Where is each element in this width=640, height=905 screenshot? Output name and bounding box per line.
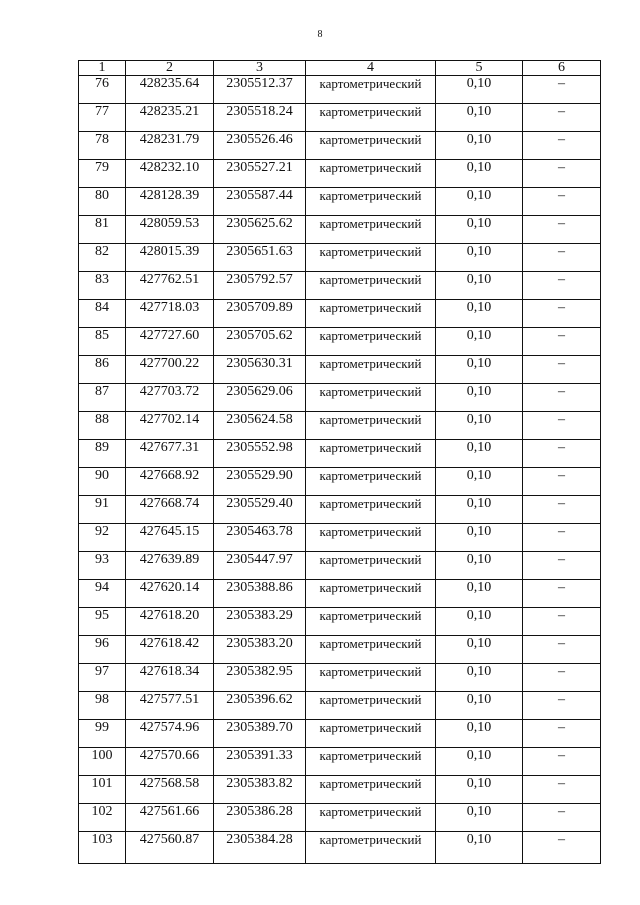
table-row [79, 412, 601, 440]
description-cell: – [523, 552, 601, 580]
point-number-cell: 78 [79, 132, 126, 160]
method-cell: картометрический [306, 748, 436, 776]
point-number-cell: 83 [79, 272, 126, 300]
x-coordinate-cell: 427702.14 [126, 412, 214, 440]
accuracy-cell: 0,10 [436, 580, 523, 608]
table-row [79, 328, 601, 356]
y-coordinate-cell: 2305625.62 [214, 216, 306, 244]
x-coordinate-cell: 427560.87 [126, 832, 214, 864]
x-coordinate-cell: 427668.74 [126, 496, 214, 524]
x-coordinate-cell: 427618.20 [126, 608, 214, 636]
table-row [79, 692, 601, 720]
y-coordinate-cell: 2305382.95 [214, 664, 306, 692]
accuracy-cell: 0,10 [436, 412, 523, 440]
point-number-cell: 94 [79, 580, 126, 608]
point-number-cell: 98 [79, 692, 126, 720]
y-coordinate-cell: 2305384.28 [214, 832, 306, 864]
x-coordinate-cell: 428015.39 [126, 244, 214, 272]
y-coordinate-cell: 2305396.62 [214, 692, 306, 720]
accuracy-cell: 0,10 [436, 496, 523, 524]
y-coordinate-cell: 2305391.33 [214, 748, 306, 776]
description-cell: – [523, 580, 601, 608]
description-cell: – [523, 328, 601, 356]
x-coordinate-cell: 427645.15 [126, 524, 214, 552]
table-header [79, 61, 601, 76]
header-cell-6: 6 [523, 61, 601, 76]
description-cell: – [523, 132, 601, 160]
point-number-cell: 100 [79, 748, 126, 776]
point-number-cell: 90 [79, 468, 126, 496]
table-row [79, 300, 601, 328]
x-coordinate-cell: 428231.79 [126, 132, 214, 160]
accuracy-cell: 0,10 [436, 76, 523, 104]
x-coordinate-cell: 428059.53 [126, 216, 214, 244]
table-row [79, 832, 601, 864]
y-coordinate-cell: 2305629.06 [214, 384, 306, 412]
description-cell: – [523, 496, 601, 524]
y-coordinate-cell: 2305518.24 [214, 104, 306, 132]
description-cell: – [523, 160, 601, 188]
description-cell: – [523, 636, 601, 664]
table-row [79, 356, 601, 384]
header-cell-1: 1 [79, 61, 126, 76]
method-cell: картометрический [306, 160, 436, 188]
accuracy-cell: 0,10 [436, 552, 523, 580]
x-coordinate-cell: 427703.72 [126, 384, 214, 412]
accuracy-cell: 0,10 [436, 832, 523, 864]
header-row [79, 61, 601, 76]
description-cell: – [523, 76, 601, 104]
y-coordinate-cell: 2305463.78 [214, 524, 306, 552]
table-row [79, 664, 601, 692]
table-body [79, 76, 601, 864]
header-cell-5: 5 [436, 61, 523, 76]
point-number-cell: 103 [79, 832, 126, 864]
y-coordinate-cell: 2305447.97 [214, 552, 306, 580]
accuracy-cell: 0,10 [436, 748, 523, 776]
accuracy-cell: 0,10 [436, 524, 523, 552]
x-coordinate-cell: 428235.64 [126, 76, 214, 104]
method-cell: картометрический [306, 244, 436, 272]
point-number-cell: 84 [79, 300, 126, 328]
point-number-cell: 76 [79, 76, 126, 104]
table-row [79, 188, 601, 216]
x-coordinate-cell: 428232.10 [126, 160, 214, 188]
point-number-cell: 92 [79, 524, 126, 552]
table-row [79, 776, 601, 804]
x-coordinate-cell: 427618.42 [126, 636, 214, 664]
point-number-cell: 79 [79, 160, 126, 188]
accuracy-cell: 0,10 [436, 804, 523, 832]
description-cell: – [523, 244, 601, 272]
x-coordinate-cell: 427561.66 [126, 804, 214, 832]
accuracy-cell: 0,10 [436, 272, 523, 300]
point-number-cell: 88 [79, 412, 126, 440]
description-cell: – [523, 412, 601, 440]
method-cell: картометрический [306, 300, 436, 328]
accuracy-cell: 0,10 [436, 692, 523, 720]
description-cell: – [523, 272, 601, 300]
accuracy-cell: 0,10 [436, 468, 523, 496]
method-cell: картометрический [306, 76, 436, 104]
x-coordinate-cell: 427568.58 [126, 776, 214, 804]
table-row [79, 580, 601, 608]
table-row [79, 720, 601, 748]
y-coordinate-cell: 2305552.98 [214, 440, 306, 468]
x-coordinate-cell: 428235.21 [126, 104, 214, 132]
point-number-cell: 89 [79, 440, 126, 468]
point-number-cell: 99 [79, 720, 126, 748]
header-cell-3: 3 [214, 61, 306, 76]
table-row [79, 748, 601, 776]
method-cell: картометрический [306, 356, 436, 384]
table-row [79, 384, 601, 412]
accuracy-cell: 0,10 [436, 160, 523, 188]
description-cell: – [523, 356, 601, 384]
description-cell: – [523, 664, 601, 692]
method-cell: картометрический [306, 412, 436, 440]
description-cell: – [523, 104, 601, 132]
description-cell: – [523, 216, 601, 244]
accuracy-cell: 0,10 [436, 216, 523, 244]
point-number-cell: 101 [79, 776, 126, 804]
y-coordinate-cell: 2305705.62 [214, 328, 306, 356]
y-coordinate-cell: 2305386.28 [214, 804, 306, 832]
table-row [79, 244, 601, 272]
method-cell: картометрический [306, 776, 436, 804]
accuracy-cell: 0,10 [436, 244, 523, 272]
description-cell: – [523, 804, 601, 832]
method-cell: картометрический [306, 580, 436, 608]
y-coordinate-cell: 2305383.82 [214, 776, 306, 804]
table-row [79, 496, 601, 524]
x-coordinate-cell: 427677.31 [126, 440, 214, 468]
x-coordinate-cell: 427700.22 [126, 356, 214, 384]
point-number-cell: 102 [79, 804, 126, 832]
table-row [79, 608, 601, 636]
description-cell: – [523, 608, 601, 636]
description-cell: – [523, 468, 601, 496]
method-cell: картометрический [306, 552, 436, 580]
header-cell-4: 4 [306, 61, 436, 76]
point-number-cell: 85 [79, 328, 126, 356]
point-number-cell: 93 [79, 552, 126, 580]
table-row [79, 160, 601, 188]
point-number-cell: 82 [79, 244, 126, 272]
accuracy-cell: 0,10 [436, 356, 523, 384]
table-row [79, 468, 601, 496]
method-cell: картометрический [306, 832, 436, 864]
x-coordinate-cell: 427727.60 [126, 328, 214, 356]
y-coordinate-cell: 2305792.57 [214, 272, 306, 300]
table-row [79, 636, 601, 664]
method-cell: картометрический [306, 496, 436, 524]
accuracy-cell: 0,10 [436, 664, 523, 692]
page-number: 8 [317, 29, 323, 40]
accuracy-cell: 0,10 [436, 440, 523, 468]
description-cell: – [523, 776, 601, 804]
point-number-cell: 80 [79, 188, 126, 216]
accuracy-cell: 0,10 [436, 300, 523, 328]
method-cell: картометрический [306, 524, 436, 552]
method-cell: картометрический [306, 664, 436, 692]
method-cell: картометрический [306, 468, 436, 496]
method-cell: картометрический [306, 216, 436, 244]
y-coordinate-cell: 2305526.46 [214, 132, 306, 160]
y-coordinate-cell: 2305512.37 [214, 76, 306, 104]
table-row [79, 272, 601, 300]
x-coordinate-cell: 427570.66 [126, 748, 214, 776]
point-number-cell: 95 [79, 608, 126, 636]
table-row [79, 216, 601, 244]
x-coordinate-cell: 427762.51 [126, 272, 214, 300]
accuracy-cell: 0,10 [436, 636, 523, 664]
x-coordinate-cell: 427618.34 [126, 664, 214, 692]
accuracy-cell: 0,10 [436, 720, 523, 748]
accuracy-cell: 0,10 [436, 776, 523, 804]
method-cell: картометрический [306, 384, 436, 412]
y-coordinate-cell: 2305383.29 [214, 608, 306, 636]
point-number-cell: 91 [79, 496, 126, 524]
description-cell: – [523, 440, 601, 468]
accuracy-cell: 0,10 [436, 328, 523, 356]
description-cell: – [523, 720, 601, 748]
method-cell: картометрический [306, 104, 436, 132]
y-coordinate-cell: 2305709.89 [214, 300, 306, 328]
accuracy-cell: 0,10 [436, 384, 523, 412]
x-coordinate-cell: 427574.96 [126, 720, 214, 748]
y-coordinate-cell: 2305651.63 [214, 244, 306, 272]
table-row [79, 552, 601, 580]
description-cell: – [523, 300, 601, 328]
table-row [79, 104, 601, 132]
table-row [79, 804, 601, 832]
table-row [79, 524, 601, 552]
method-cell: картометрический [306, 272, 436, 300]
table-row [79, 76, 601, 104]
header-cell-2: 2 [126, 61, 214, 76]
method-cell: картометрический [306, 328, 436, 356]
point-number-cell: 87 [79, 384, 126, 412]
accuracy-cell: 0,10 [436, 132, 523, 160]
method-cell: картометрический [306, 636, 436, 664]
table-row [79, 132, 601, 160]
x-coordinate-cell: 427620.14 [126, 580, 214, 608]
accuracy-cell: 0,10 [436, 104, 523, 132]
y-coordinate-cell: 2305383.20 [214, 636, 306, 664]
y-coordinate-cell: 2305389.70 [214, 720, 306, 748]
table-row [79, 440, 601, 468]
coordinates-table [78, 60, 601, 864]
y-coordinate-cell: 2305624.58 [214, 412, 306, 440]
y-coordinate-cell: 2305529.40 [214, 496, 306, 524]
description-cell: – [523, 524, 601, 552]
point-number-cell: 81 [79, 216, 126, 244]
y-coordinate-cell: 2305388.86 [214, 580, 306, 608]
x-coordinate-cell: 427718.03 [126, 300, 214, 328]
accuracy-cell: 0,10 [436, 608, 523, 636]
description-cell: – [523, 748, 601, 776]
point-number-cell: 96 [79, 636, 126, 664]
y-coordinate-cell: 2305527.21 [214, 160, 306, 188]
point-number-cell: 86 [79, 356, 126, 384]
method-cell: картометрический [306, 720, 436, 748]
x-coordinate-cell: 428128.39 [126, 188, 214, 216]
point-number-cell: 97 [79, 664, 126, 692]
accuracy-cell: 0,10 [436, 188, 523, 216]
method-cell: картометрический [306, 132, 436, 160]
y-coordinate-cell: 2305529.90 [214, 468, 306, 496]
description-cell: – [523, 188, 601, 216]
description-cell: – [523, 692, 601, 720]
method-cell: картометрический [306, 608, 436, 636]
x-coordinate-cell: 427668.92 [126, 468, 214, 496]
y-coordinate-cell: 2305630.31 [214, 356, 306, 384]
description-cell: – [523, 832, 601, 864]
description-cell: – [523, 384, 601, 412]
method-cell: картометрический [306, 692, 436, 720]
method-cell: картометрический [306, 804, 436, 832]
method-cell: картометрический [306, 440, 436, 468]
x-coordinate-cell: 427577.51 [126, 692, 214, 720]
method-cell: картометрический [306, 188, 436, 216]
x-coordinate-cell: 427639.89 [126, 552, 214, 580]
y-coordinate-cell: 2305587.44 [214, 188, 306, 216]
point-number-cell: 77 [79, 104, 126, 132]
